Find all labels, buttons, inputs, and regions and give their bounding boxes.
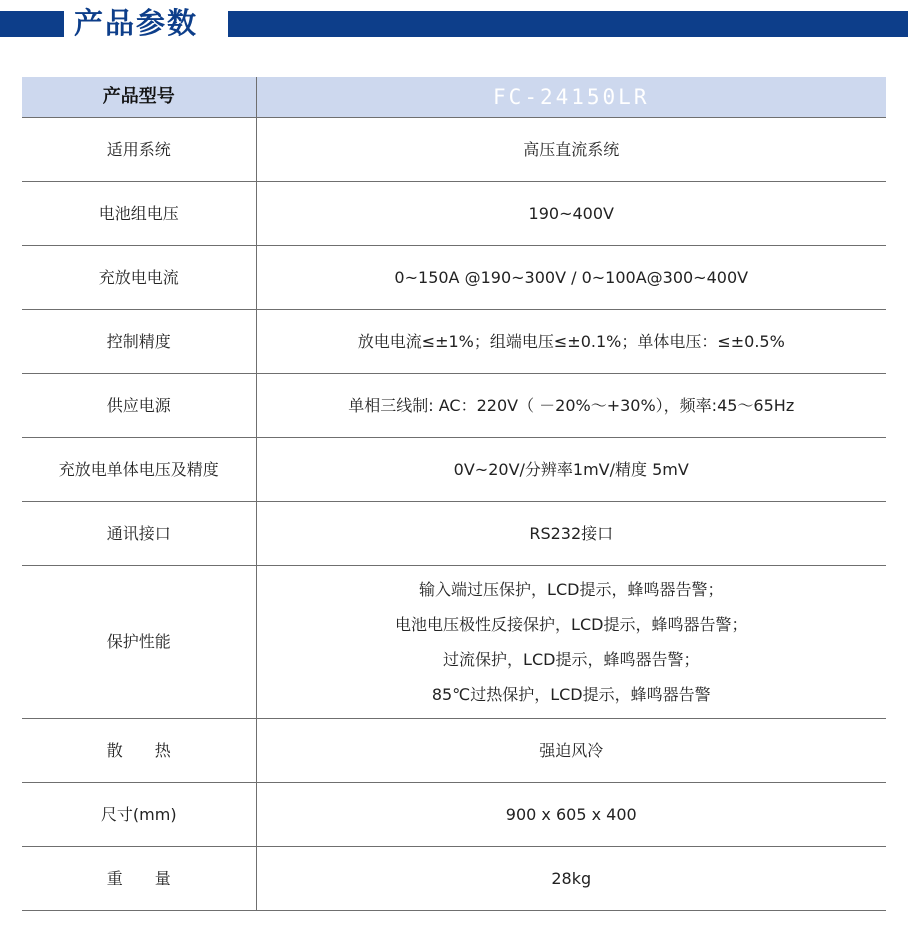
table-header-row xyxy=(22,77,886,118)
row-value: 190~400V xyxy=(256,182,886,246)
table-row xyxy=(22,246,886,310)
spec-table xyxy=(22,77,886,911)
protection-line: 85℃过热保护，LCD提示，蜂鸣器告警 xyxy=(431,685,711,704)
row-label: 适用系统 xyxy=(22,118,256,182)
table-row xyxy=(22,438,886,502)
model-value: FC-24150LR xyxy=(256,77,886,118)
row-value: 0~150A @190~300V / 0~100A@300~400V xyxy=(256,246,886,310)
table-row xyxy=(22,374,886,438)
protection-line: 输入端过压保护，LCD提示，蜂鸣器告警； xyxy=(419,580,724,599)
row-label: 通讯接口 xyxy=(22,502,256,566)
protection-line: 过流保护，LCD提示，蜂鸣器告警； xyxy=(443,650,700,669)
row-value: 放电电流≤±1%；组端电压≤±0.1%；单体电压：≤±0.5% xyxy=(256,310,886,374)
row-label: 保护性能 xyxy=(22,566,256,719)
table-row xyxy=(22,719,886,783)
row-label: 供应电源 xyxy=(22,374,256,438)
section-header xyxy=(0,7,908,43)
row-value: 单相三线制: AC：220V（ －20%～+30%），频率:45～65Hz xyxy=(256,374,886,438)
row-value: 900 x 605 x 400 xyxy=(256,783,886,847)
header-bar-left xyxy=(0,11,64,37)
table-row xyxy=(22,502,886,566)
table-row xyxy=(22,783,886,847)
table-row xyxy=(22,182,886,246)
row-value: 强迫风冷 xyxy=(256,719,886,783)
row-value: 28kg xyxy=(256,847,886,911)
row-label: 散 热 xyxy=(22,719,256,783)
row-value: 0V~20V/分辨率1mV/精度 5mV xyxy=(256,438,886,502)
table-row xyxy=(22,847,886,911)
section-title: 产品参数 xyxy=(74,6,199,40)
row-label: 重 量 xyxy=(22,847,256,911)
table-row xyxy=(22,118,886,182)
row-label: 充放电单体电压及精度 xyxy=(22,438,256,502)
model-label: 产品型号 xyxy=(22,77,256,118)
table-row xyxy=(22,566,886,719)
row-label: 电池组电压 xyxy=(22,182,256,246)
row-value: RS232接口 xyxy=(256,502,886,566)
protection-values xyxy=(256,566,886,719)
row-label: 控制精度 xyxy=(22,310,256,374)
row-label: 充放电电流 xyxy=(22,246,256,310)
row-value: 高压直流系统 xyxy=(256,118,886,182)
row-label: 尺寸(mm) xyxy=(22,783,256,847)
protection-line: 电池电压极性反接保护，LCD提示，蜂鸣器告警； xyxy=(395,615,748,634)
table-row xyxy=(22,310,886,374)
header-bar-right xyxy=(228,11,908,37)
